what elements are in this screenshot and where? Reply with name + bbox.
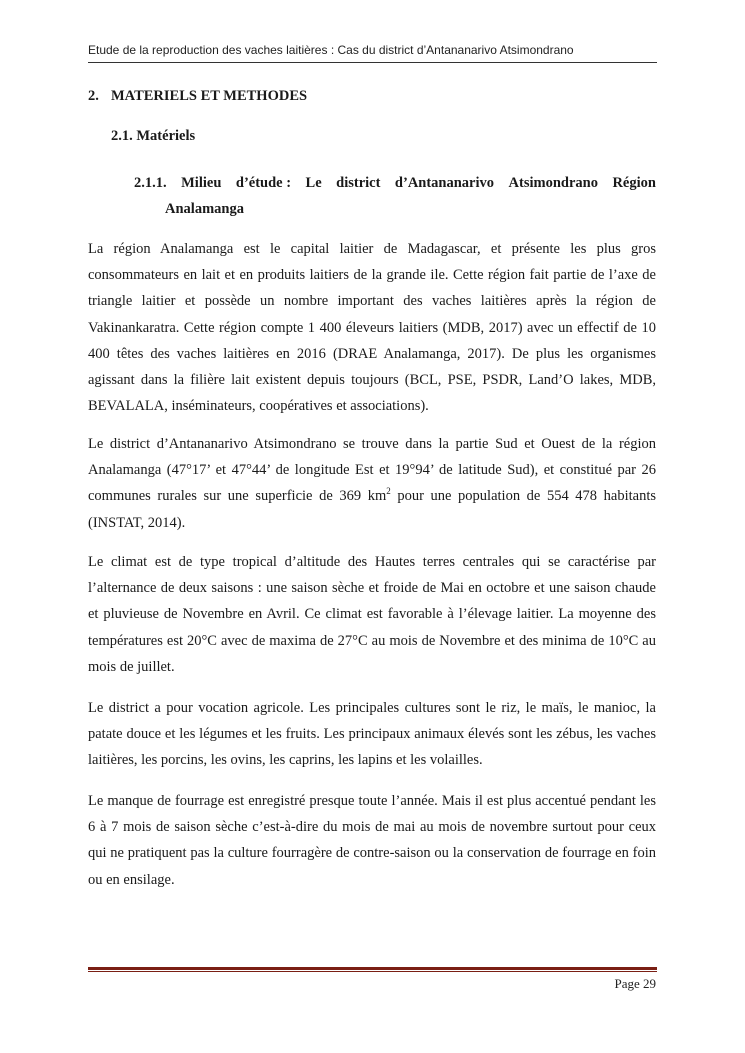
heading-word: Région (612, 175, 656, 191)
footer-divider-thin (88, 971, 657, 972)
heading-word: Le (305, 175, 322, 191)
heading-word: Milieu (181, 175, 222, 191)
paragraph-agriculture: Le district a pour vocation agricole. Les principales cultures sont le riz, le maïs, le manioc, la patate douce et les légumes et les fruits. Les principaux animaux élevés sont les zébus, les vaches laitières, les porcins, les ovins, les caprins, les lapins et les volailles. (88, 700, 656, 769)
running-header: Etude de la reproduction des vaches laitières : Cas du district d’Antananarivo Atsimondrano (88, 43, 574, 57)
section-title: MATERIELS ET METHODES (111, 88, 308, 104)
paragraph-region-analamanga: La région Analamanga est le capital laitier de Madagascar, et présente les plus gros consommateurs en lait et en produits laitiers de la grande ile. Cette région fait partie de l’axe de triangle laitier et possède un nombre important des vaches laitières après la région de Vakinankaratra. Cette région compte 1 400 éleveurs laitiers (MDB, 2017) avec un effectif de 10 400 têtes des vaches laitières en 2016 (DRAE Analamanga, 2017). De plus les organismes agissant dans la filière lait existent depuis toujours (BCL, PSE, PSDR, Land’O lakes, MDB, BEVALALA, inséminateurs, coopératives et associations). (88, 241, 656, 415)
subsection-heading (111, 128, 195, 145)
heading-word: d’Antananarivo (394, 175, 495, 191)
section-number: 2. (88, 88, 99, 104)
subsubsection-heading-line2: Analamanga (165, 201, 244, 217)
paragraph-district-location (88, 431, 656, 536)
paragraph-district-text-b: pour une population de 554 478 habitants (INSTAT, 2014). (88, 488, 657, 531)
footer-divider-thick (88, 967, 657, 970)
heading-word: Atsimondrano (508, 175, 598, 191)
superscript-squared: 2 (386, 486, 391, 497)
paragraph-forage-shortage: Le manque de fourrage est enregistré presque toute l’année. Mais il est plus accentué pendant les 6 à 7 mois de saison sèche c’est-à-dire du mois de mai au mois de novembre surtout pour ceux qui ne pratiquent pas la culture fourragère de contre-saison ou la conservation de fourrage en foin ou en ensilage. (88, 793, 656, 888)
subsection-number: 2.1. (111, 128, 133, 144)
heading-word: d’étude : (235, 175, 292, 191)
paragraph-district-text-a: Le district d’Antananarivo Atsimondrano se trouve dans la partie Sud et Ouest de la région Analamanga (47°17’ et 47°44’ de longitude Est et 19°94’ de latitude Sud), et constitué par 26 communes rurales sur une superficie de 369 km (88, 436, 656, 505)
subsubsection-heading-line1 (134, 170, 656, 196)
header-divider (88, 62, 657, 63)
heading-word: district (336, 175, 381, 191)
subsubsection-number: 2.1.1. (134, 175, 167, 191)
page-number: Page 29 (614, 976, 656, 991)
subsection-title: Matériels (136, 128, 196, 144)
paragraph-climate: Le climat est de type tropical d’altitude des Hautes terres centrales qui se caractérise par l’alternance de deux saisons : une saison sèche et froide de Mai en octobre et une saison chaude et pluvieuse de Novembre en Avril. Ce climat est favorable à l’élevage laitier. La moyenne des températures est 20°C avec de maxima de 27°C au mois de Novembre et des minima de 10°C au mois de juillet. (88, 554, 656, 675)
section-heading (88, 88, 307, 105)
subsubsection-heading (134, 170, 656, 222)
